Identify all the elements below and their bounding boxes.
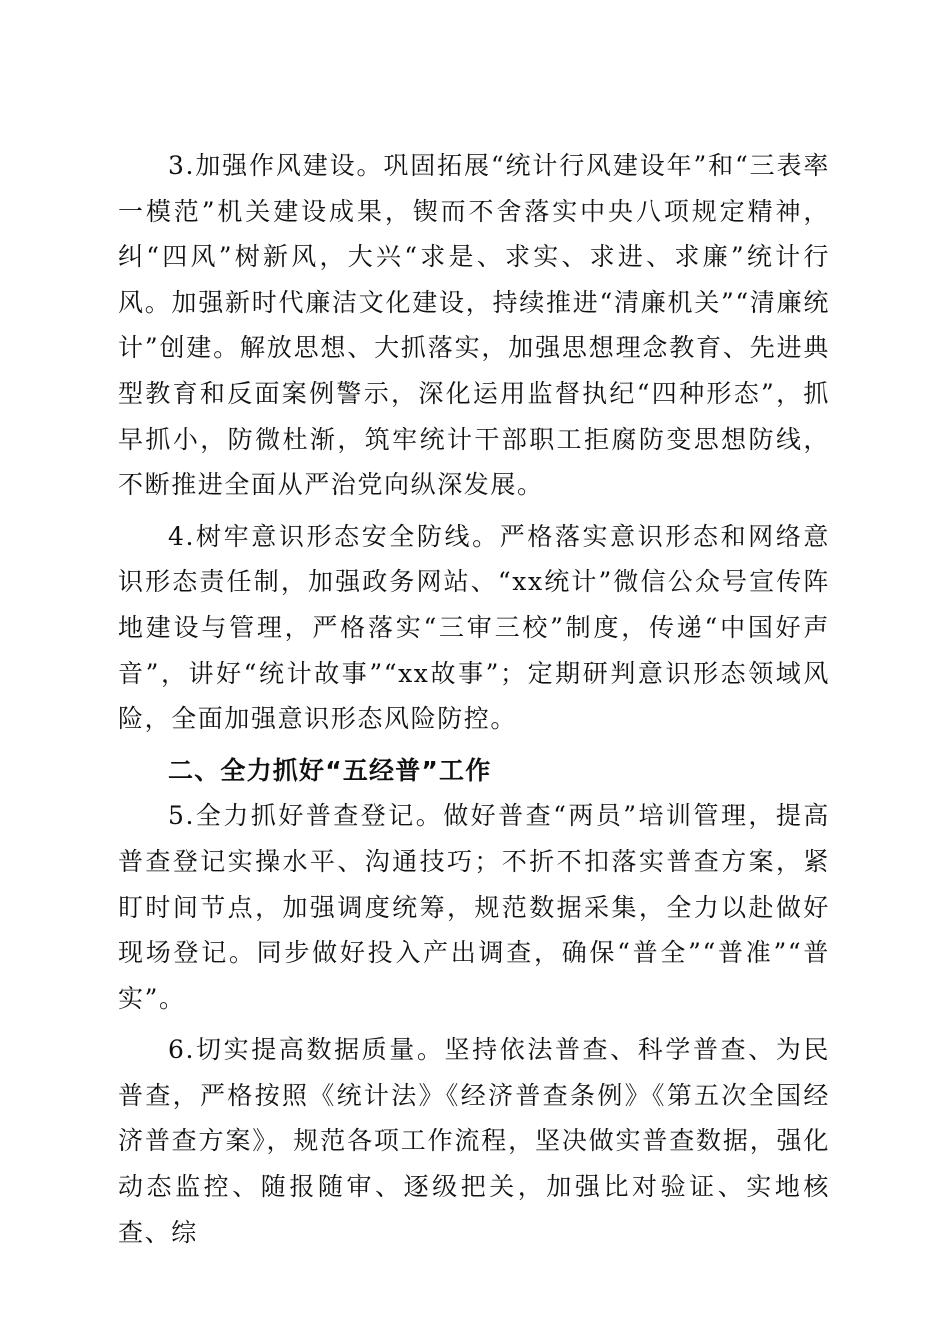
section-heading-economic-census: 二、全力抓好“五经普”工作	[168, 755, 492, 785]
document-body	[118, 143, 830, 1255]
paragraph-ideology-security: 4.树牢意识形态安全防线。严格落实意识形态和网络意识形态责任制，加强政务网站、“xx统计”微信公众号宣传阵地建设与管理，严格落实“三审三校”制度，传递“中国好声音”，讲好“统计故事”“xx故事”；定期研判意识形态领域风险，全面加强意识形态风险防控。	[118, 521, 830, 734]
paragraph-data-quality: 6.切实提高数据质量。坚持依法普查、科学普查、为民普查，严格按照《统计法》《经济普查条例》《第五次全国经济普查方案》，规范各项工作流程，坚决做实普查数据，强化动态监控、随报随审、逐级把关，加强比对验证、实地核查、综	[118, 1035, 830, 1247]
paragraph-census-registration: 5.全力抓好普查登记。做好普查“两员”培训管理，提高普查登记实操水平、沟通技巧；不折不扣落实普查方案，紧盯时间节点，加强调度统筹，规范数据采集，全力以赴做好现场登记。同步做好投入产出调查，确保“普全”“普准”“普实”。	[118, 801, 830, 1013]
paragraph-work-style: 3.加强作风建设。巩固拓展“统计行风建设年”和“三表率一模范”机关建设成果，锲而不舍落实中央八项规定精神，纠“四风”树新风，大兴“求是、求实、求进、求廉”统计行风。加强新时代廉洁文化建设，持续推进“清廉机关”“清廉统计”创建。解放思想、大抓落实，加强思想理念教育、先进典型教育和反面案例警示，深化运用监督执纪“四种形态”，抓早抓小，防微杜渐，筑牢统计干部职工拒腐防变思想防线，不断推进全面从严治党向纵深发展。	[118, 151, 830, 500]
